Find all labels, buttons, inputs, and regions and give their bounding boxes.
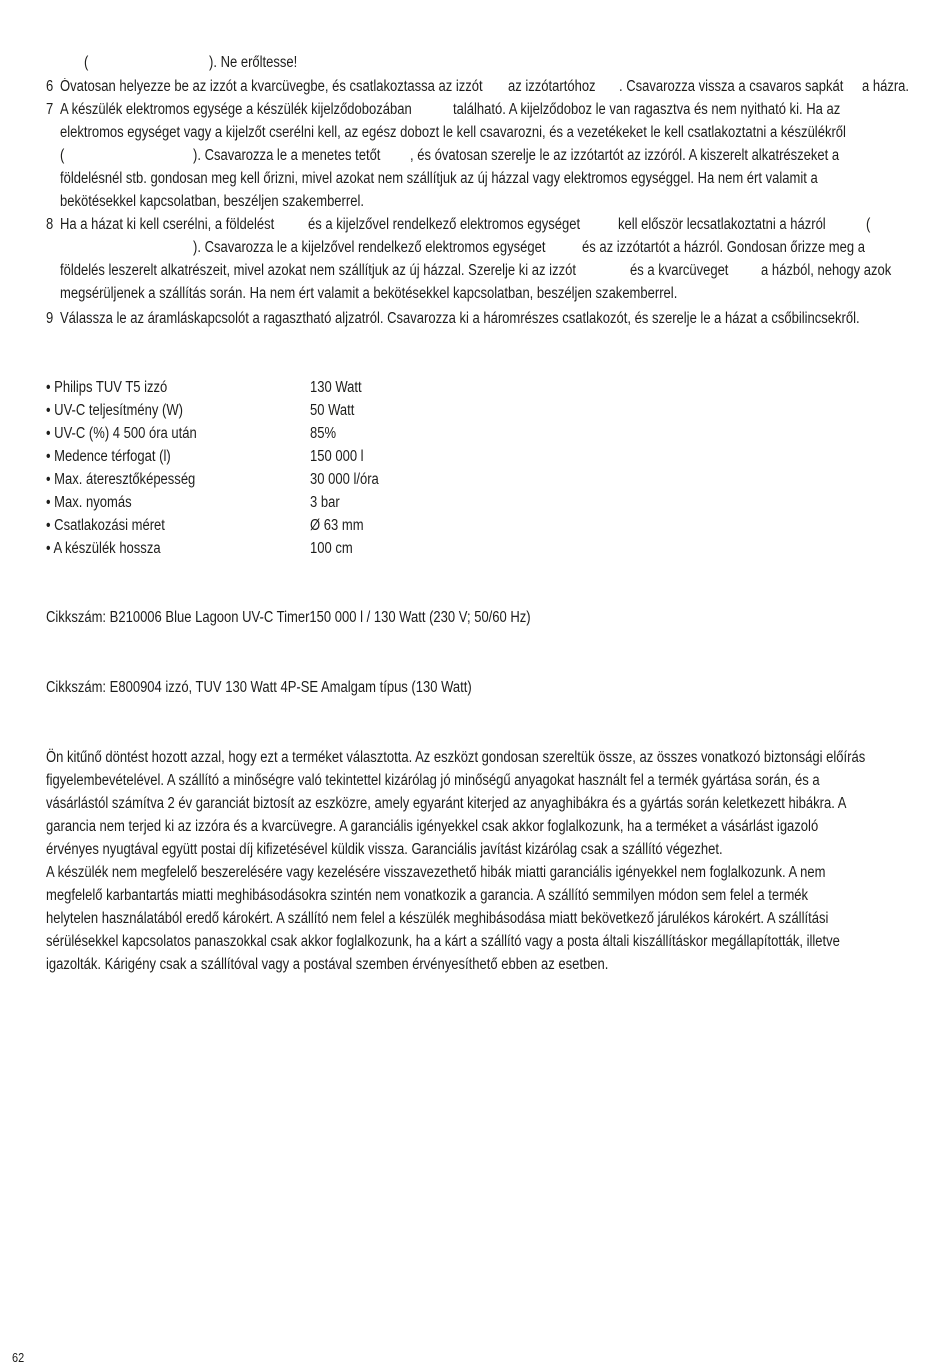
spec-row (46, 376, 446, 399)
spec-label: • Csatlakozási méret (46, 517, 165, 534)
spec-label: • Max. áteresztőképesség (46, 471, 196, 488)
spec-value: Ø 63 mm (310, 517, 364, 534)
spec-row (46, 491, 446, 514)
spec-value: 3 bar (310, 494, 340, 511)
spec-value: 130 Watt (310, 379, 362, 396)
spec-row (46, 537, 446, 560)
spec-value: 30 000 l/óra (310, 471, 379, 488)
spec-label: • A készülék hossza (46, 540, 161, 557)
spec-row (46, 445, 446, 468)
intro-fragment-text: ). Ne erőltesse! (209, 54, 298, 71)
spec-row (46, 468, 446, 491)
spec-label: • UV-C (%) 4 500 óra után (46, 425, 197, 442)
open-paren: ( (84, 54, 89, 71)
spec-label: • Medence térfogat (l) (46, 448, 171, 465)
step-number-8: 8 (46, 216, 54, 233)
spec-value: 150 000 l (310, 448, 364, 465)
spec-value: 100 cm (310, 540, 353, 557)
spec-value: 85% (310, 425, 337, 442)
spec-row (46, 422, 446, 445)
step-number-6: 6 (46, 78, 54, 95)
spec-label: • Max. nyomás (46, 494, 132, 511)
step-number-7: 7 (46, 101, 54, 118)
spec-row (46, 514, 446, 537)
spec-label: • Philips TUV T5 izzó (46, 379, 168, 396)
page-number: 62 (12, 1350, 25, 1365)
spec-row (46, 399, 446, 422)
spec-label: • UV-C teljesítmény (W) (46, 402, 183, 419)
step-number-9: 9 (46, 310, 54, 327)
spec-value: 50 Watt (310, 402, 355, 419)
